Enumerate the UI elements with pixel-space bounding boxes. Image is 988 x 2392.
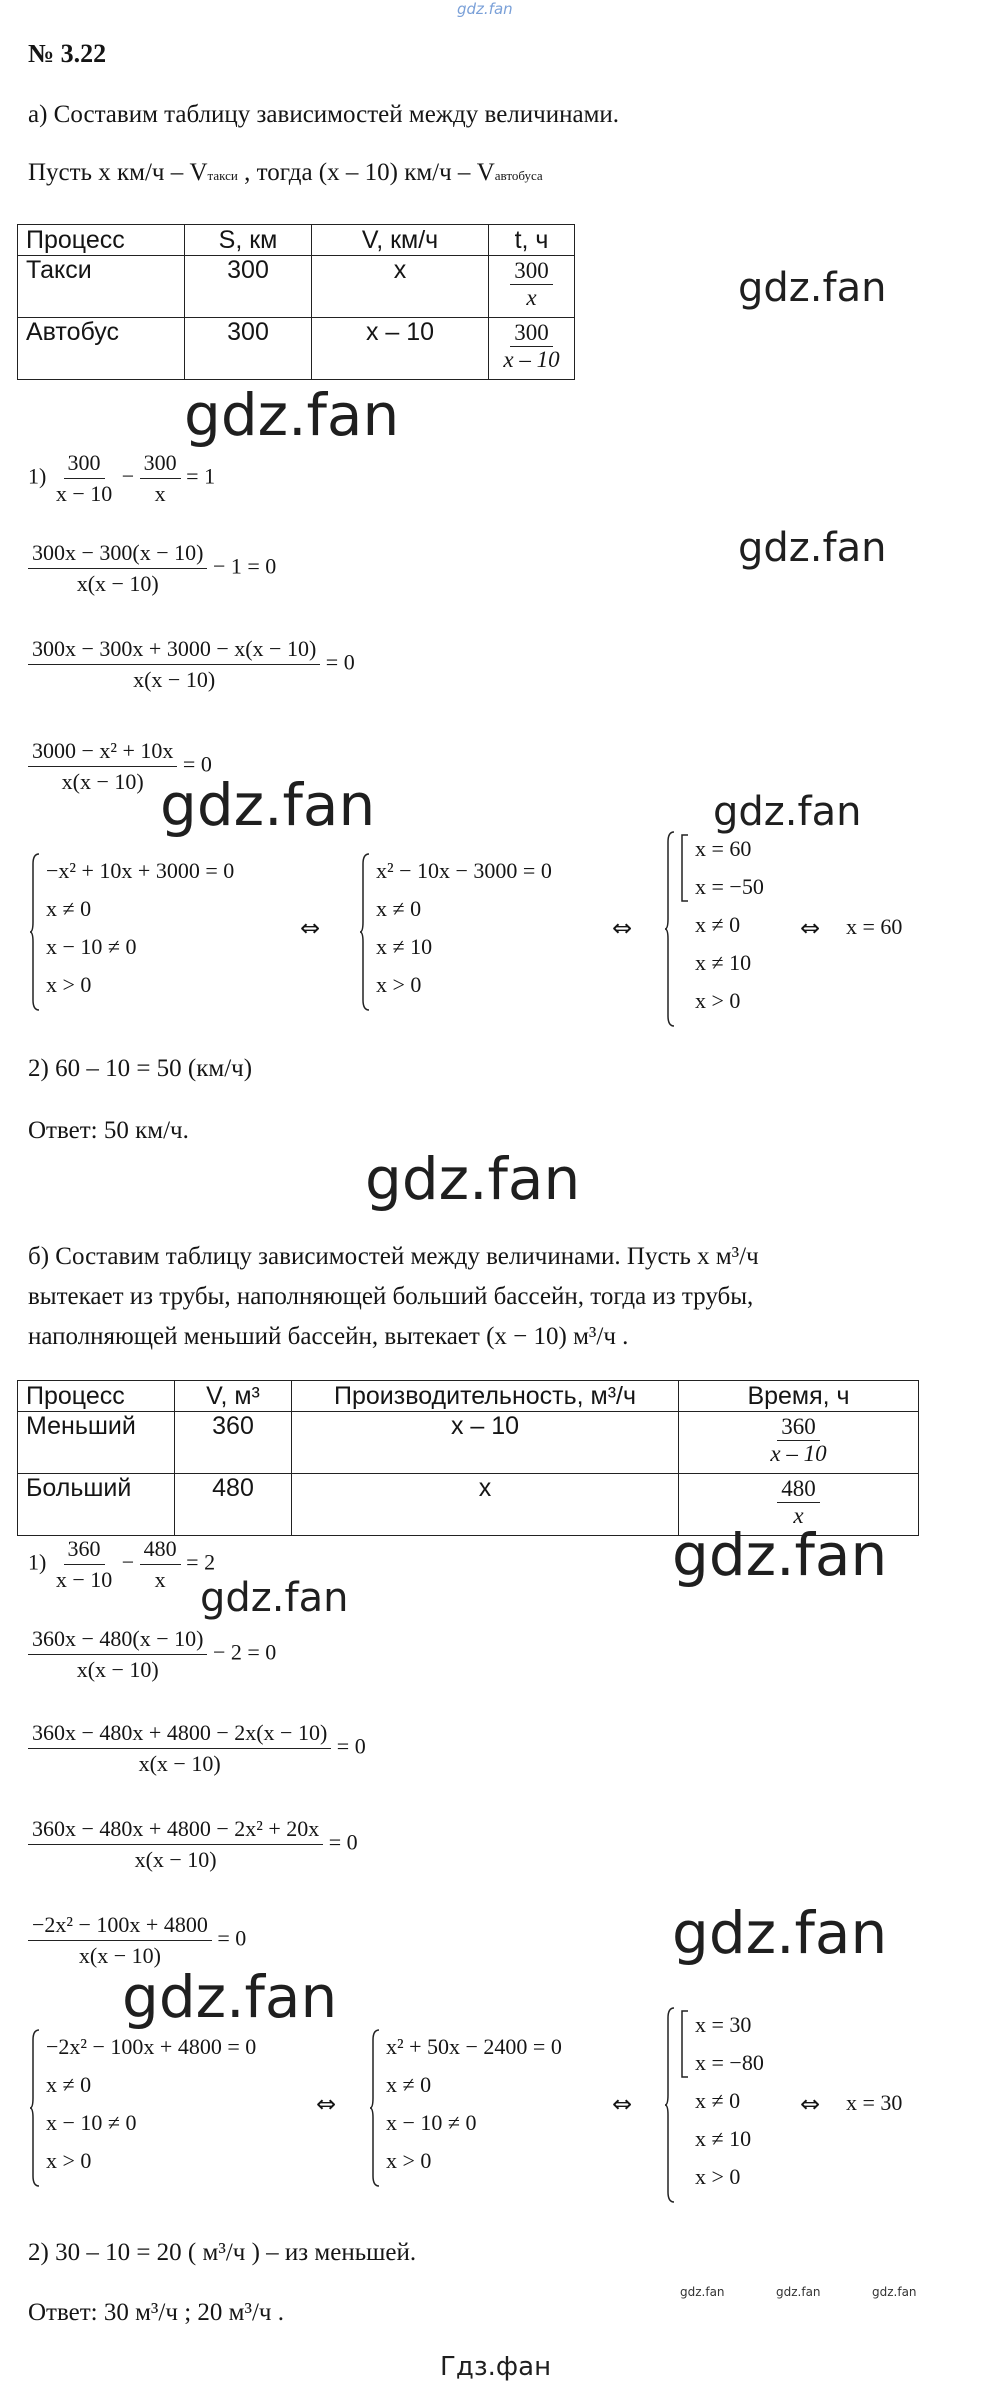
table-cell: 360 xyxy=(175,1412,292,1474)
frac-num: 360x − 480x + 4800 − 2x² + 20x xyxy=(28,1816,323,1845)
part-a-eq2 xyxy=(28,540,276,597)
part-b-system-3 xyxy=(665,2006,764,2204)
system-row: x > 0 xyxy=(695,2164,741,2189)
v-taxi-sub: такси xyxy=(207,168,238,183)
table-a xyxy=(17,224,575,380)
rhs: = 0 xyxy=(182,751,212,777)
frac-num: 360 xyxy=(64,1536,105,1565)
table-b-header-row xyxy=(18,1381,919,1412)
table-cell: Меньший xyxy=(18,1412,175,1474)
bracket-icon xyxy=(681,834,689,902)
part-a-intro: а) Составим таблицу зависимостей между величинами. xyxy=(28,101,620,128)
brace-icon xyxy=(360,852,370,1012)
equiv-icon: ⇔ xyxy=(800,914,821,942)
table-cell: x – 10 xyxy=(312,318,489,380)
frac-num: −2x² − 100x + 4800 xyxy=(28,1912,212,1941)
part-b-line2: вытекает из трубы, наполняющей больший бассейн, тогда из трубы, xyxy=(28,1283,754,1310)
system-row: x > 0 xyxy=(386,2148,432,2173)
system-row: x ≠ 0 xyxy=(376,896,422,921)
system-row: x = 60 xyxy=(695,836,752,861)
system-row: x ≠ 0 xyxy=(695,912,741,937)
table-cell: Автобус xyxy=(18,318,185,380)
frac-den: x − 10 xyxy=(55,481,113,506)
frac-den: x(x − 10) xyxy=(76,1657,159,1682)
equiv-icon: ⇔ xyxy=(612,2090,633,2118)
frac-num: 360 xyxy=(777,1414,820,1441)
watermark: gdz.fan xyxy=(672,1521,888,1589)
rhs: = 0 xyxy=(325,649,355,675)
part-b-line3: наполняющей меньший бассейн, вытекает (x − 10) м³/ч . xyxy=(28,1323,629,1350)
watermark: gdz.fan xyxy=(738,525,887,571)
part-a-eq1 xyxy=(28,450,215,507)
roots-group xyxy=(681,2006,764,2082)
system-row: x = 30 xyxy=(695,2012,752,2037)
rhs: = 0 xyxy=(328,1829,358,1855)
let-mid: , тогда (x – 10) км/ч – xyxy=(244,159,471,186)
system-row: x ≠ 10 xyxy=(376,934,433,959)
system-row: x > 0 xyxy=(46,972,92,997)
part-b-system-2 xyxy=(370,2028,562,2188)
system-row: x = −80 xyxy=(695,2050,764,2075)
watermark-top: gdz.fan xyxy=(457,0,513,18)
frac-num: 3000 − x² + 10x xyxy=(28,738,177,767)
rhs: = 1 xyxy=(186,463,216,489)
equiv-icon: ⇔ xyxy=(800,2090,821,2118)
watermark: gdz.fan xyxy=(672,1899,888,1967)
frac-den: x xyxy=(154,1567,166,1592)
frac-num: 300 xyxy=(140,450,181,479)
table-cell: x xyxy=(312,256,489,318)
watermark: gdz.fan xyxy=(184,381,400,449)
operator: − xyxy=(121,1549,135,1575)
frac-num: 480 xyxy=(777,1476,820,1503)
table-a-header-row xyxy=(18,225,575,256)
system-row: −x² + 10x + 3000 = 0 xyxy=(46,858,235,883)
step-label: 1) xyxy=(28,1549,47,1575)
table-a-header: Процесс xyxy=(18,225,185,256)
frac-den: x(x − 10) xyxy=(61,769,144,794)
part-a-system-1 xyxy=(30,852,234,1012)
part-b-eq5 xyxy=(28,1912,246,1969)
part-a-eq3 xyxy=(28,636,355,693)
rhs: = 2 xyxy=(186,1549,216,1575)
v-symbol-2: V xyxy=(476,159,495,186)
part-b-line1: б) Составим таблицу зависимостей между величинами. Пусть x м³/ч xyxy=(28,1243,759,1270)
step-label: 1) xyxy=(28,463,47,489)
rhs: = 0 xyxy=(336,1733,366,1759)
part-b-system-1 xyxy=(30,2028,256,2188)
frac-num: 360x − 480x + 4800 − 2x(x − 10) xyxy=(28,1720,331,1749)
table-a-header: t, ч xyxy=(489,225,575,256)
system-row: −2x² − 100x + 4800 = 0 xyxy=(46,2034,257,2059)
part-a-system-2 xyxy=(360,852,552,1012)
table-b-header: V, м³ xyxy=(175,1381,292,1412)
system-row: x ≠ 10 xyxy=(695,950,752,975)
table-cell xyxy=(489,318,575,380)
watermark: gdz.fan xyxy=(200,1575,349,1621)
brace-icon xyxy=(30,852,40,1012)
watermark: gdz.fan xyxy=(713,789,862,835)
table-a-header: V, км/ч xyxy=(312,225,489,256)
table-cell xyxy=(679,1412,919,1474)
system-row: x² + 50x − 2400 = 0 xyxy=(386,2034,562,2059)
part-b-step2: 2) 30 – 10 = 20 ( м³/ч ) – из меньшей. xyxy=(28,2239,417,2266)
watermark-small: gdz.fan xyxy=(872,2285,917,2299)
table-cell: 480 xyxy=(175,1474,292,1536)
table-row xyxy=(18,256,575,318)
frac-num: 300 xyxy=(510,320,553,347)
system-row: x > 0 xyxy=(376,972,422,997)
system-row: x − 10 ≠ 0 xyxy=(386,2110,477,2135)
table-cell: 300 xyxy=(185,318,312,380)
v-symbol: V xyxy=(189,159,208,186)
brace-icon xyxy=(370,2028,380,2188)
system-row: x ≠ 10 xyxy=(695,2126,752,2151)
system-row: x ≠ 0 xyxy=(695,2088,741,2113)
part-b-eq1 xyxy=(28,1536,215,1593)
watermark-bottom: Гдз.фан xyxy=(440,2352,552,2382)
frac-num: 300x − 300(x − 10) xyxy=(28,540,207,569)
part-b-eq2 xyxy=(28,1626,276,1683)
watermark: gdz.fan xyxy=(738,265,887,311)
frac-num: 300 xyxy=(64,450,105,479)
problem-number: № 3.22 xyxy=(28,39,107,68)
roots-group xyxy=(681,830,764,906)
system-row: x > 0 xyxy=(46,2148,92,2173)
brace-icon xyxy=(665,830,675,1028)
table-b-header: Производительность, м³/ч xyxy=(292,1381,679,1412)
system-row: x = −50 xyxy=(695,874,764,899)
equiv-icon: ⇔ xyxy=(300,914,321,942)
watermark: gdz.fan xyxy=(365,1145,581,1213)
part-a-step2: 2) 60 – 10 = 50 (км/ч) xyxy=(28,1055,253,1082)
frac-den: x xyxy=(526,285,537,311)
bracket-icon xyxy=(681,2010,689,2078)
watermark: gdz.fan xyxy=(160,771,376,839)
equiv-icon: ⇔ xyxy=(612,914,633,942)
equiv-icon: ⇔ xyxy=(316,2090,337,2118)
frac-den: x(x − 10) xyxy=(76,571,159,596)
system-row: x ≠ 0 xyxy=(46,2072,92,2097)
frac-den: x – 10 xyxy=(503,347,560,373)
let-prefix: Пусть x км/ч – xyxy=(28,159,184,186)
rhs: − 2 = 0 xyxy=(212,1639,277,1665)
frac-den: x(x − 10) xyxy=(133,667,216,692)
table-cell: x xyxy=(292,1474,679,1536)
frac-den: x xyxy=(154,481,166,506)
table-cell xyxy=(489,256,575,318)
system-row: x ≠ 0 xyxy=(386,2072,432,2097)
system-row: x > 0 xyxy=(695,988,741,1013)
v-bus-sub: автобуса xyxy=(494,168,543,183)
part-b-eq4 xyxy=(28,1816,358,1873)
table-b xyxy=(17,1380,919,1536)
frac-den: x xyxy=(793,1503,804,1529)
system-row: x² − 10x − 3000 = 0 xyxy=(376,858,552,883)
system-row: x − 10 ≠ 0 xyxy=(46,934,137,959)
table-cell: x – 10 xyxy=(292,1412,679,1474)
brace-icon xyxy=(665,2006,675,2204)
result-a: x = 60 xyxy=(846,914,903,939)
system-row: x − 10 ≠ 0 xyxy=(46,2110,137,2135)
table-a-header: S, км xyxy=(185,225,312,256)
frac-num: 300x − 300x + 3000 − x(x − 10) xyxy=(28,636,320,665)
frac-den: x(x − 10) xyxy=(134,1847,217,1872)
rhs: = 0 xyxy=(217,1925,247,1951)
result-b: x = 30 xyxy=(846,2090,903,2115)
frac-den: x(x − 10) xyxy=(78,1943,161,1968)
table-cell: Такси xyxy=(18,256,185,318)
table-b-header: Время, ч xyxy=(679,1381,919,1412)
part-a-let-statement xyxy=(28,158,543,188)
watermark-small: gdz.fan xyxy=(680,2285,725,2299)
table-row xyxy=(18,318,575,380)
watermark: gdz.fan xyxy=(122,1963,338,2031)
frac-num: 480 xyxy=(140,1536,181,1565)
brace-icon xyxy=(30,2028,40,2188)
frac-den: x(x − 10) xyxy=(138,1751,221,1776)
system-row: x ≠ 0 xyxy=(46,896,92,921)
part-b-eq3 xyxy=(28,1720,366,1777)
frac-den: x − 10 xyxy=(55,1567,113,1592)
table-row xyxy=(18,1412,919,1474)
part-a-answer: Ответ: 50 км/ч. xyxy=(28,1117,189,1144)
frac-num: 360x − 480(x − 10) xyxy=(28,1626,207,1655)
part-b-answer: Ответ: 30 м³/ч ; 20 м³/ч . xyxy=(28,2299,284,2326)
watermark-small: gdz.fan xyxy=(776,2285,821,2299)
operator: − xyxy=(121,463,135,489)
frac-num: 300 xyxy=(510,258,553,285)
rhs: − 1 = 0 xyxy=(212,553,277,579)
table-b-header: Процесс xyxy=(18,1381,175,1412)
table-cell: 300 xyxy=(185,256,312,318)
table-cell: Больший xyxy=(18,1474,175,1536)
part-a-system-3 xyxy=(665,830,764,1028)
frac-den: x – 10 xyxy=(770,1441,827,1467)
